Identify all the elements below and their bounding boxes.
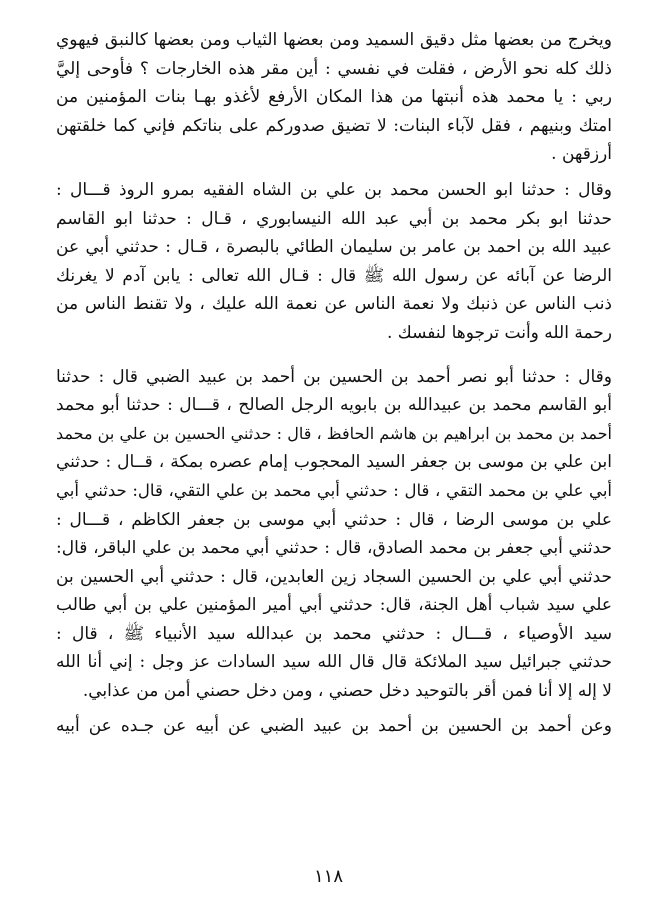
text-line: حدثني أبي جعفر بن محمد الصادق، قال : حدثني أبي محمد بن علي الباقر، قال: <box>56 538 612 559</box>
text-line: أبي علي بن محمد التقي ، قال : حدثني أبي محمد بن علي التقي، قال: حدثني أبي <box>56 480 612 500</box>
text-line: سيد الأوصياء ، قـــال : حدثني محمد بن عبدالله سيد الأنبياء ﷺ ، قال : <box>56 623 612 644</box>
text-line: حدثني أبي علي بن الحسين السجاد زين العابدين، قال : حدثني أبي الحسين بن <box>56 566 612 587</box>
text-line: ابن علي بن موسى بن جعفر السيد المحجوب إمام عصره بمكة ، قــال : حدثني <box>56 452 612 473</box>
text-line: علي سيد شباب أهل الجنة، قال: حدثني أبي أمير المؤمنين علي بن أبي طالب <box>56 595 612 616</box>
text-line: حدثنا ابو بكر محمد بن أبي عبد الله النيسابوري ، قـال : حدثنا ابو القاسم <box>56 208 612 229</box>
paragraph-3 <box>56 363 612 706</box>
page-number: ١١٨ <box>313 866 343 887</box>
paragraph-1 <box>56 26 612 169</box>
text-line: الرضا عن آبائه عن رسول الله ﷺ قال : قـال الله تعالى : يابن آدم لا يغرنك <box>56 265 612 286</box>
text-line: ويخرج من بعضها مثل دقيق السميد ومن بعضها الثياب ومن بعضها كالنبق فيهوي <box>56 30 612 50</box>
text-line: ربي : يا محمد هذه أنبتها من هذا المكان الأرفع لأغذو بهـا بنات المؤمنين من <box>56 87 612 108</box>
text-line: وقال : حدثنا ابو الحسن محمد بن علي بن الشاه الفقيه بمرو الروذ قـــال : <box>56 179 612 200</box>
text-line: أرزقهن . <box>551 144 612 165</box>
text-line: امتك وبنيهم ، فقل لآباء البنات: لا تضيق صدوركم على بناتكم فإني كما خلقتهن <box>56 115 612 136</box>
text-line: عبيد الله بن احمد بن عامر بن سليمان الطائي بالبصرة ، قـال : حدثني أبي عن <box>56 237 612 258</box>
page-body <box>56 26 612 740</box>
text-line: ذلك كله نحو الأرض ، فقلت في نفسي : أين مقر هذه الخارجات ؟ فأوحى إليَّ <box>56 58 612 79</box>
text-line: علي بن موسى الرضا ، قال : حدثني أبي موسى بن جعفر الكاظم ، قـــال : <box>56 509 612 530</box>
text-line: أحمد بن محمد بن ابراهيم بن هاشم الحافظ ، قال : حدثني الحسين بن علي بن محمد <box>56 423 612 443</box>
text-line: حدثني جبرائيل سيد الملائكة قال قال الله سيد السادات عز وجل : إني أنا الله <box>56 652 612 673</box>
paragraph-4 <box>56 712 612 741</box>
paragraph-2 <box>56 176 612 348</box>
text-line: وعن أحمد بن الحسين بن أحمد بن عبيد الضبي عن أبيه عن جـده عن أبيه <box>56 715 612 736</box>
text-line: لا إله إلا أنا فمن أقر بالتوحيد دخل حصني ، ومن دخل حصني أمن من عذابي. <box>82 681 612 702</box>
text-line: وقال : حدثنا أبو نصر أحمد بن الحسين بن أحمد بن عبيد الضبي قال : حدثنا <box>56 366 612 387</box>
text-line: رحمة الله وأنت ترجوها لنفسك . <box>386 322 612 343</box>
text-line: أبو القاسم محمد بن عبيدالله بن بابويه الرجل الصالح ، قـــال : حدثنا أبو محمد <box>56 395 612 416</box>
text-line: ذنب الناس عن ذنبك ولا نعمة الناس عن نعمة الله عليك ، ولا تقنط الناس من <box>56 294 612 315</box>
